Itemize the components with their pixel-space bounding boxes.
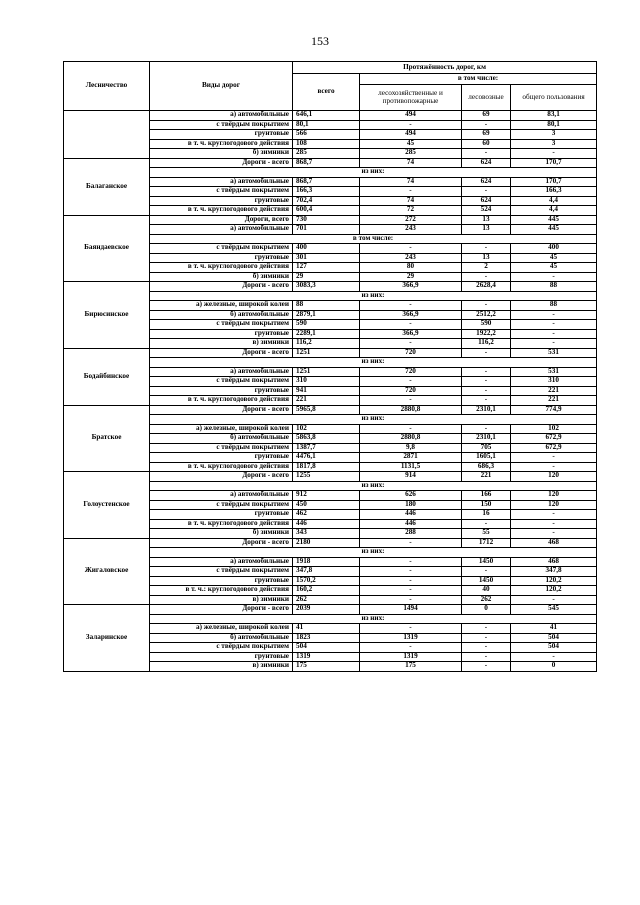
road-type-cell: с твёрдым покрытием: [150, 120, 293, 130]
timber-value-cell: 624: [462, 196, 511, 206]
road-type-cell: Дороги - всего: [150, 158, 293, 168]
public-value-cell: 310: [511, 377, 597, 387]
timber-value-cell: -: [462, 187, 511, 197]
total-value-cell: 462: [293, 510, 360, 520]
forest-fire-value-cell: 288: [360, 529, 462, 539]
timber-value-cell: 150: [462, 500, 511, 510]
forest-fire-value-cell: -: [360, 567, 462, 577]
forest-fire-value-cell: -: [360, 538, 462, 548]
total-value-cell: 2879,1: [293, 310, 360, 320]
road-type-cell: с твёрдым покрытием: [150, 187, 293, 197]
forest-fire-value-cell: 9,8: [360, 443, 462, 453]
public-value-cell: 445: [511, 215, 597, 225]
total-value-cell: 1918: [293, 557, 360, 567]
public-value-cell: 170,7: [511, 158, 597, 168]
timber-value-cell: 1922,2: [462, 329, 511, 339]
forest-fire-value-cell: -: [360, 187, 462, 197]
road-type-cell: грунтовые: [150, 386, 293, 396]
public-value-cell: 672,9: [511, 443, 597, 453]
timber-value-cell: 2628,4: [462, 282, 511, 292]
total-value-cell: 41: [293, 624, 360, 634]
road-type-cell: с твёрдым покрытием: [150, 567, 293, 577]
table-row: [64, 472, 597, 482]
forestry-name: Баяндаевское: [64, 215, 150, 282]
public-value-cell: 88: [511, 282, 597, 292]
timber-value-cell: -: [462, 396, 511, 406]
forest-fire-value-cell: 1319: [360, 633, 462, 643]
timber-value-cell: 1712: [462, 538, 511, 548]
total-value-cell: 3083,3: [293, 282, 360, 292]
subheading-cell: из них:: [150, 291, 597, 301]
timber-value-cell: 116,2: [462, 339, 511, 349]
total-value-cell: 730: [293, 215, 360, 225]
forest-fire-value-cell: 2880,8: [360, 405, 462, 415]
road-type-cell: а) железные, широкой колеи: [150, 424, 293, 434]
forestry-name: Балаганское: [64, 158, 150, 215]
forestry-name: Братское: [64, 405, 150, 472]
timber-value-cell: 2512,2: [462, 310, 511, 320]
forest-fire-value-cell: -: [360, 643, 462, 653]
road-type-cell: в т. ч. круглогодового действия: [150, 519, 293, 529]
subheading-cell: из них:: [150, 358, 597, 368]
public-value-cell: 504: [511, 633, 597, 643]
total-value-cell: 646,1: [293, 111, 360, 121]
total-value-cell: 160,2: [293, 586, 360, 596]
forest-fire-value-cell: -: [360, 377, 462, 387]
public-value-cell: -: [511, 149, 597, 159]
public-value-cell: 45: [511, 263, 597, 273]
road-type-cell: в т. ч. круглогодового действия: [150, 139, 293, 149]
total-value-cell: 1823: [293, 633, 360, 643]
forest-fire-value-cell: 180: [360, 500, 462, 510]
public-value-cell: 774,9: [511, 405, 597, 415]
table-row: [64, 348, 597, 358]
total-value-cell: 1255: [293, 472, 360, 482]
public-value-cell: -: [511, 519, 597, 529]
timber-value-cell: 1450: [462, 576, 511, 586]
public-value-cell: 88: [511, 301, 597, 311]
forest-fire-value-cell: 74: [360, 177, 462, 187]
total-value-cell: 5863,8: [293, 434, 360, 444]
total-value-cell: 29: [293, 272, 360, 282]
public-value-cell: 468: [511, 538, 597, 548]
table-row: [64, 215, 597, 225]
timber-value-cell: 262: [462, 595, 511, 605]
total-value-cell: 175: [293, 662, 360, 672]
roads-table: [63, 61, 597, 672]
table-row: [64, 282, 597, 292]
road-type-cell: с твёрдым покрытием: [150, 443, 293, 453]
road-type-cell: а) автомобильные: [150, 111, 293, 121]
total-value-cell: 600,4: [293, 206, 360, 216]
table-row: [64, 538, 597, 548]
forest-fire-value-cell: 366,9: [360, 282, 462, 292]
forest-fire-value-cell: 29: [360, 272, 462, 282]
timber-value-cell: 590: [462, 320, 511, 330]
forest-fire-value-cell: -: [360, 120, 462, 130]
forest-fire-value-cell: -: [360, 244, 462, 254]
total-value-cell: 102: [293, 424, 360, 434]
total-value-cell: 127: [293, 263, 360, 273]
total-value-cell: 166,3: [293, 187, 360, 197]
forest-fire-value-cell: 720: [360, 367, 462, 377]
road-type-cell: с твёрдым покрытием: [150, 244, 293, 254]
public-value-cell: 504: [511, 643, 597, 653]
timber-value-cell: -: [462, 519, 511, 529]
timber-value-cell: 686,3: [462, 462, 511, 472]
forestry-name: Жигаловское: [64, 538, 150, 605]
timber-value-cell: -: [462, 272, 511, 282]
total-value-cell: 566: [293, 130, 360, 140]
total-value-cell: 108: [293, 139, 360, 149]
forest-fire-value-cell: 243: [360, 225, 462, 235]
road-type-cell: Дороги - всего: [150, 605, 293, 615]
forestry-name: [64, 111, 150, 159]
timber-value-cell: 40: [462, 586, 511, 596]
timber-value-cell: -: [462, 386, 511, 396]
road-type-cell: грунтовые: [150, 253, 293, 263]
timber-value-cell: 705: [462, 443, 511, 453]
timber-value-cell: 1605,1: [462, 453, 511, 463]
forest-fire-value-cell: 285: [360, 149, 462, 159]
road-type-cell: Дороги - всего: [150, 282, 293, 292]
total-value-cell: 221: [293, 396, 360, 406]
forest-fire-value-cell: 1131,5: [360, 462, 462, 472]
header-total: всего: [293, 74, 360, 111]
timber-value-cell: -: [462, 567, 511, 577]
road-type-cell: в т. ч. круглогодового действия: [150, 396, 293, 406]
road-type-cell: грунтовые: [150, 196, 293, 206]
public-value-cell: 445: [511, 225, 597, 235]
road-type-cell: б) автомобильные: [150, 633, 293, 643]
forest-fire-value-cell: 1319: [360, 652, 462, 662]
road-type-cell: с твёрдым покрытием: [150, 377, 293, 387]
road-type-cell: Дороги - всего: [150, 472, 293, 482]
road-type-cell: грунтовые: [150, 329, 293, 339]
table-body: [64, 111, 597, 672]
timber-value-cell: 2310,1: [462, 434, 511, 444]
road-type-cell: грунтовые: [150, 652, 293, 662]
timber-value-cell: 60: [462, 139, 511, 149]
road-type-cell: грунтовые: [150, 576, 293, 586]
total-value-cell: 702,4: [293, 196, 360, 206]
forestry-name: Голоустенское: [64, 472, 150, 539]
timber-value-cell: 624: [462, 158, 511, 168]
road-type-cell: Дороги - всего: [150, 538, 293, 548]
header-timber: лесовозные: [462, 85, 511, 111]
forest-fire-value-cell: 272: [360, 215, 462, 225]
forest-fire-value-cell: 175: [360, 662, 462, 672]
road-type-cell: а) автомобильные: [150, 367, 293, 377]
road-type-cell: Дороги, всего: [150, 215, 293, 225]
forest-fire-value-cell: -: [360, 320, 462, 330]
public-value-cell: 120: [511, 491, 597, 501]
total-value-cell: 1817,8: [293, 462, 360, 472]
timber-value-cell: 13: [462, 253, 511, 263]
public-value-cell: 120,2: [511, 586, 597, 596]
total-value-cell: 5965,8: [293, 405, 360, 415]
road-type-cell: б) зимники: [150, 149, 293, 159]
forest-fire-value-cell: 720: [360, 386, 462, 396]
table-row: [64, 405, 597, 415]
public-value-cell: 531: [511, 348, 597, 358]
timber-value-cell: 13: [462, 225, 511, 235]
total-value-cell: 310: [293, 377, 360, 387]
forest-fire-value-cell: 366,9: [360, 310, 462, 320]
road-type-cell: в т. ч. круглогодового действия: [150, 462, 293, 472]
timber-value-cell: 2: [462, 263, 511, 273]
total-value-cell: 1570,2: [293, 576, 360, 586]
forest-fire-value-cell: -: [360, 586, 462, 596]
forest-fire-value-cell: 243: [360, 253, 462, 263]
table-row: [64, 605, 597, 615]
public-value-cell: 347,8: [511, 567, 597, 577]
subheading-cell: из них:: [150, 168, 597, 178]
header-forest-fire: лесохозяйственные и противопожарные: [360, 85, 462, 111]
header-length-title: Протяжённость дорог, км: [293, 62, 597, 74]
road-type-cell: в т. ч. круглогодового действия: [150, 206, 293, 216]
timber-value-cell: -: [462, 301, 511, 311]
total-value-cell: 941: [293, 386, 360, 396]
table-row: [64, 158, 597, 168]
total-value-cell: 1387,7: [293, 443, 360, 453]
road-type-cell: в т. ч.: круглогодового действия: [150, 586, 293, 596]
public-value-cell: -: [511, 462, 597, 472]
total-value-cell: 4476,1: [293, 453, 360, 463]
forest-fire-value-cell: 74: [360, 158, 462, 168]
public-value-cell: -: [511, 453, 597, 463]
forest-fire-value-cell: 80: [360, 263, 462, 273]
public-value-cell: -: [511, 320, 597, 330]
road-type-cell: грунтовые: [150, 130, 293, 140]
timber-value-cell: -: [462, 377, 511, 387]
forest-fire-value-cell: -: [360, 576, 462, 586]
forestry-name: Бодайбинское: [64, 348, 150, 405]
road-type-cell: Дороги - всего: [150, 348, 293, 358]
timber-value-cell: 524: [462, 206, 511, 216]
road-type-cell: с твёрдым покрытием: [150, 643, 293, 653]
subheading-cell: из них:: [150, 548, 597, 558]
road-type-cell: в) зимники: [150, 595, 293, 605]
total-value-cell: 2039: [293, 605, 360, 615]
forest-fire-value-cell: 366,9: [360, 329, 462, 339]
public-value-cell: 468: [511, 557, 597, 567]
total-value-cell: 80,1: [293, 120, 360, 130]
timber-value-cell: 1450: [462, 557, 511, 567]
total-value-cell: 1251: [293, 348, 360, 358]
public-value-cell: 531: [511, 367, 597, 377]
forest-fire-value-cell: -: [360, 557, 462, 567]
timber-value-cell: -: [462, 624, 511, 634]
public-value-cell: -: [511, 595, 597, 605]
forestry-name: Заларинское: [64, 605, 150, 672]
public-value-cell: 80,1: [511, 120, 597, 130]
road-type-cell: а) автомобильные: [150, 225, 293, 235]
timber-value-cell: 0: [462, 605, 511, 615]
timber-value-cell: -: [462, 633, 511, 643]
timber-value-cell: -: [462, 662, 511, 672]
forest-fire-value-cell: 1494: [360, 605, 462, 615]
total-value-cell: 1319: [293, 652, 360, 662]
public-value-cell: 0: [511, 662, 597, 672]
public-value-cell: -: [511, 272, 597, 282]
total-value-cell: 400: [293, 244, 360, 254]
header-forestry: Лесничество: [64, 62, 150, 111]
road-type-cell: б) зимники: [150, 272, 293, 282]
total-value-cell: 2289,1: [293, 329, 360, 339]
table-row: [64, 111, 597, 121]
public-value-cell: 120: [511, 500, 597, 510]
timber-value-cell: 13: [462, 215, 511, 225]
public-value-cell: 3: [511, 130, 597, 140]
public-value-cell: 221: [511, 396, 597, 406]
timber-value-cell: -: [462, 652, 511, 662]
public-value-cell: -: [511, 339, 597, 349]
forest-fire-value-cell: 2871: [360, 453, 462, 463]
forest-fire-value-cell: -: [360, 339, 462, 349]
public-value-cell: 400: [511, 244, 597, 254]
forest-fire-value-cell: 72: [360, 206, 462, 216]
forest-fire-value-cell: 494: [360, 130, 462, 140]
subheading-cell: из них:: [150, 614, 597, 624]
public-value-cell: 170,7: [511, 177, 597, 187]
public-value-cell: 4,4: [511, 196, 597, 206]
timber-value-cell: 2310,1: [462, 405, 511, 415]
public-value-cell: 166,3: [511, 187, 597, 197]
total-value-cell: 590: [293, 320, 360, 330]
total-value-cell: 262: [293, 595, 360, 605]
forest-fire-value-cell: 626: [360, 491, 462, 501]
forest-fire-value-cell: 74: [360, 196, 462, 206]
total-value-cell: 504: [293, 643, 360, 653]
public-value-cell: 672,9: [511, 434, 597, 444]
total-value-cell: 116,2: [293, 339, 360, 349]
total-value-cell: 446: [293, 519, 360, 529]
public-value-cell: 120: [511, 472, 597, 482]
forest-fire-value-cell: 494: [360, 111, 462, 121]
road-type-cell: а) железные, широкой колеи: [150, 301, 293, 311]
total-value-cell: 868,7: [293, 177, 360, 187]
timber-value-cell: -: [462, 244, 511, 254]
public-value-cell: -: [511, 310, 597, 320]
road-type-cell: грунтовые: [150, 453, 293, 463]
road-type-cell: грунтовые: [150, 510, 293, 520]
road-type-cell: в т. ч. круглогодового действия: [150, 263, 293, 273]
total-value-cell: 88: [293, 301, 360, 311]
public-value-cell: -: [511, 529, 597, 539]
forest-fire-value-cell: -: [360, 301, 462, 311]
subheading-cell: из них:: [150, 415, 597, 425]
forest-fire-value-cell: 914: [360, 472, 462, 482]
total-value-cell: 301: [293, 253, 360, 263]
timber-value-cell: -: [462, 424, 511, 434]
public-value-cell: 83,1: [511, 111, 597, 121]
timber-value-cell: -: [462, 348, 511, 358]
forest-fire-value-cell: -: [360, 424, 462, 434]
forest-fire-value-cell: 720: [360, 348, 462, 358]
total-value-cell: 868,7: [293, 158, 360, 168]
forest-fire-value-cell: -: [360, 624, 462, 634]
timber-value-cell: 221: [462, 472, 511, 482]
public-value-cell: 45: [511, 253, 597, 263]
road-type-cell: б) автомобильные: [150, 310, 293, 320]
public-value-cell: 221: [511, 386, 597, 396]
forest-fire-value-cell: -: [360, 396, 462, 406]
public-value-cell: 3: [511, 139, 597, 149]
public-value-cell: 545: [511, 605, 597, 615]
header-road-types: Виды дорог: [150, 62, 293, 111]
subheading-cell: в том числе:: [150, 234, 597, 244]
total-value-cell: 1251: [293, 367, 360, 377]
road-type-cell: в) зимники: [150, 339, 293, 349]
road-type-cell: а) железные, широкой колеи: [150, 624, 293, 634]
forest-fire-value-cell: 2880,8: [360, 434, 462, 444]
timber-value-cell: 624: [462, 177, 511, 187]
forestry-name: Бирюсинское: [64, 282, 150, 349]
forest-fire-value-cell: -: [360, 595, 462, 605]
total-value-cell: 347,8: [293, 567, 360, 577]
table-header: [64, 62, 597, 111]
timber-value-cell: -: [462, 643, 511, 653]
road-type-cell: в) зимники: [150, 662, 293, 672]
timber-value-cell: 69: [462, 111, 511, 121]
total-value-cell: 285: [293, 149, 360, 159]
total-value-cell: 343: [293, 529, 360, 539]
forest-fire-value-cell: 446: [360, 519, 462, 529]
public-value-cell: -: [511, 510, 597, 520]
road-type-cell: Дороги - всего: [150, 405, 293, 415]
timber-value-cell: -: [462, 120, 511, 130]
road-type-cell: а) автомобильные: [150, 557, 293, 567]
forest-fire-value-cell: 45: [360, 139, 462, 149]
public-value-cell: 102: [511, 424, 597, 434]
total-value-cell: 912: [293, 491, 360, 501]
subheading-cell: из них:: [150, 481, 597, 491]
timber-value-cell: 69: [462, 130, 511, 140]
public-value-cell: 4,4: [511, 206, 597, 216]
header-including: в том числе:: [360, 74, 597, 85]
public-value-cell: -: [511, 329, 597, 339]
timber-value-cell: -: [462, 367, 511, 377]
total-value-cell: 450: [293, 500, 360, 510]
public-value-cell: -: [511, 652, 597, 662]
forest-fire-value-cell: 446: [360, 510, 462, 520]
road-type-cell: с твёрдым покрытием: [150, 320, 293, 330]
timber-value-cell: -: [462, 149, 511, 159]
timber-value-cell: 166: [462, 491, 511, 501]
road-type-cell: а) автомобильные: [150, 177, 293, 187]
public-value-cell: 120,2: [511, 576, 597, 586]
road-type-cell: б) автомобильные: [150, 434, 293, 444]
road-type-cell: с твёрдым покрытием: [150, 500, 293, 510]
timber-value-cell: 16: [462, 510, 511, 520]
timber-value-cell: 55: [462, 529, 511, 539]
total-value-cell: 701: [293, 225, 360, 235]
road-type-cell: а) автомобильные: [150, 491, 293, 501]
page-number: 153: [311, 34, 329, 48]
public-value-cell: 41: [511, 624, 597, 634]
header-public: общего пользования: [511, 85, 597, 111]
road-type-cell: б) зимники: [150, 529, 293, 539]
total-value-cell: 2180: [293, 538, 360, 548]
